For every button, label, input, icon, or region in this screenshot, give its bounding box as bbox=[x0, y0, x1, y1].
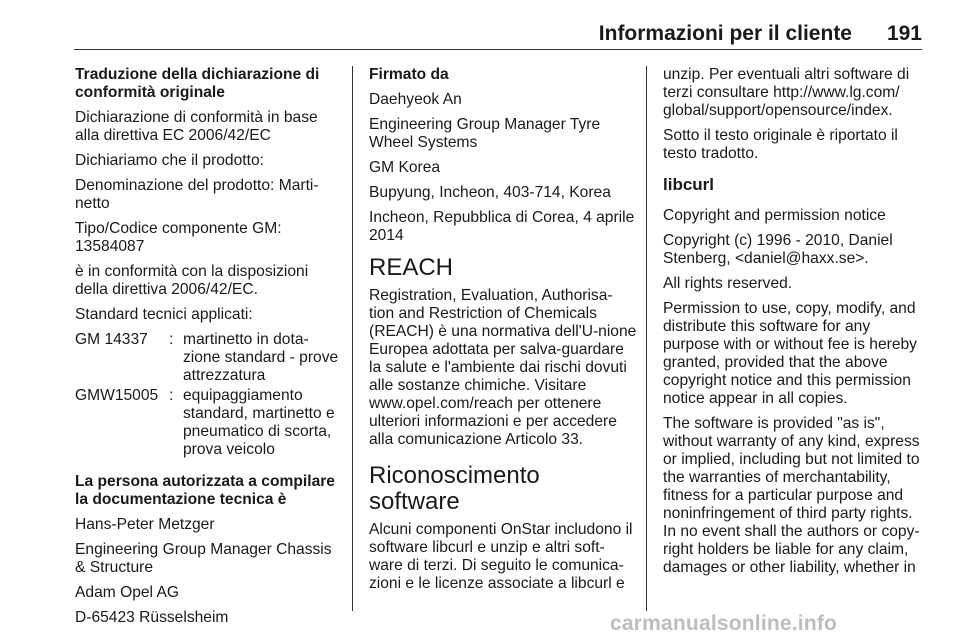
paragraph: Hans-Peter Metzger bbox=[75, 516, 215, 533]
paragraph: Standard tecnici applicati: bbox=[75, 306, 253, 323]
paragraph: Dichiariamo che il prodotto: bbox=[75, 152, 264, 169]
paragraph: Engineering Group Manager Tyre Wheel Systems bbox=[369, 116, 601, 151]
paragraph: D-65423 Rüsselsheim bbox=[75, 609, 229, 626]
paragraph: All rights reserved. bbox=[663, 275, 793, 292]
paragraph: Dichiarazione di conformità in base alla direttiva EC 2006/42/EC bbox=[75, 109, 318, 144]
column-2 bbox=[369, 66, 637, 600]
paragraph: Bupyung, Incheon, 403-714, Korea bbox=[369, 184, 611, 201]
paragraph: Copyright and permission notice bbox=[663, 207, 886, 224]
paragraph: Sotto il testo originale è riportato il testo tradotto. bbox=[663, 127, 898, 162]
paragraph: Permission to use, copy, modify, and distribute this software for any purpose with or without fee is hereby granted, provided that the above copyright notice and this permission notice appear in all copies. bbox=[663, 300, 917, 407]
standards-table bbox=[75, 331, 343, 461]
reach-title: REACH bbox=[369, 254, 454, 281]
standard-separator: : bbox=[169, 387, 174, 404]
paragraph: Registration, Evaluation, Authorisa-tion and Restriction of Chemicals (REACH) è una normativa dell'U-nione Europea adottata per salva-guardare la salute e l'ambiente dai rischi dovuti alle sostanze chimiche. Visitare www.opel.com/reach per ottenere ulteriori informazioni e per accedere alla comunicazione Articolo 33. bbox=[369, 287, 637, 448]
paragraph: Alcuni componenti OnStar includono il software libcurl e unzip e altri soft-ware di terzi. Di seguito le comunica-zioni e le licenze associate a libcurl e bbox=[369, 521, 633, 592]
paragraph: Tipo/Codice componente GM: 13584087 bbox=[75, 220, 282, 255]
software-title: Riconoscimento software bbox=[369, 462, 540, 515]
standard-code: GMW15005 bbox=[75, 387, 159, 404]
paragraph: Denominazione del prodotto: Marti-netto bbox=[75, 177, 319, 212]
declaration-heading: Traduzione della dichiarazione di conformità originale bbox=[75, 66, 320, 101]
paragraph: Daehyeok An bbox=[369, 91, 462, 108]
paragraph: Engineering Group Manager Chassis & Structure bbox=[75, 541, 332, 576]
column-divider-1 bbox=[352, 66, 353, 611]
standard-description: equipaggiamento standard, martinetto e pneumatico di scorta, prova veicolo bbox=[183, 387, 335, 458]
authorized-person-heading: La persona autorizzata a compilare la documentazione tecnica è bbox=[75, 473, 335, 508]
paragraph: Incheon, Repubblica di Corea, 4 aprile 2014 bbox=[369, 209, 635, 244]
paragraph: Copyright (c) 1996 - 2010, Daniel Stenberg, <daniel@haxx.se>. bbox=[663, 232, 893, 267]
page-number: 191 bbox=[886, 22, 922, 45]
standard-code: GM 14337 bbox=[75, 331, 148, 348]
column-1 bbox=[75, 66, 343, 634]
header-title: Informazioni per il cliente bbox=[598, 22, 852, 45]
paragraph: Adam Opel AG bbox=[75, 584, 180, 601]
libcurl-title: libcurl bbox=[663, 175, 715, 194]
column-3 bbox=[663, 66, 927, 584]
header-rule bbox=[74, 49, 922, 50]
column-divider-2 bbox=[646, 66, 647, 611]
standard-description: martinetto in dota-zione standard - prove attrezzatura bbox=[183, 331, 339, 384]
paragraph: GM Korea bbox=[369, 159, 441, 176]
watermark: carmanualsonline.info bbox=[610, 612, 838, 635]
paragraph: unzip. Per eventuali altri software di terzi consultare http://www.lg.com/ global/support/opensource/index. bbox=[663, 66, 910, 119]
paragraph: The software is provided "as is", without warranty of any kind, express or implied, including but not limited to the warranties of merchantability, fitness for a particular purpose and noninfringement of third party rights. In no event shall the authors or copy-right holders be liable for any claim, damages or other liability, whether in bbox=[663, 415, 920, 576]
standard-separator: : bbox=[169, 331, 174, 348]
signed-by-heading: Firmato da bbox=[369, 66, 449, 83]
paragraph: è in conformità con la disposizioni della direttiva 2006/42/EC. bbox=[75, 263, 309, 298]
